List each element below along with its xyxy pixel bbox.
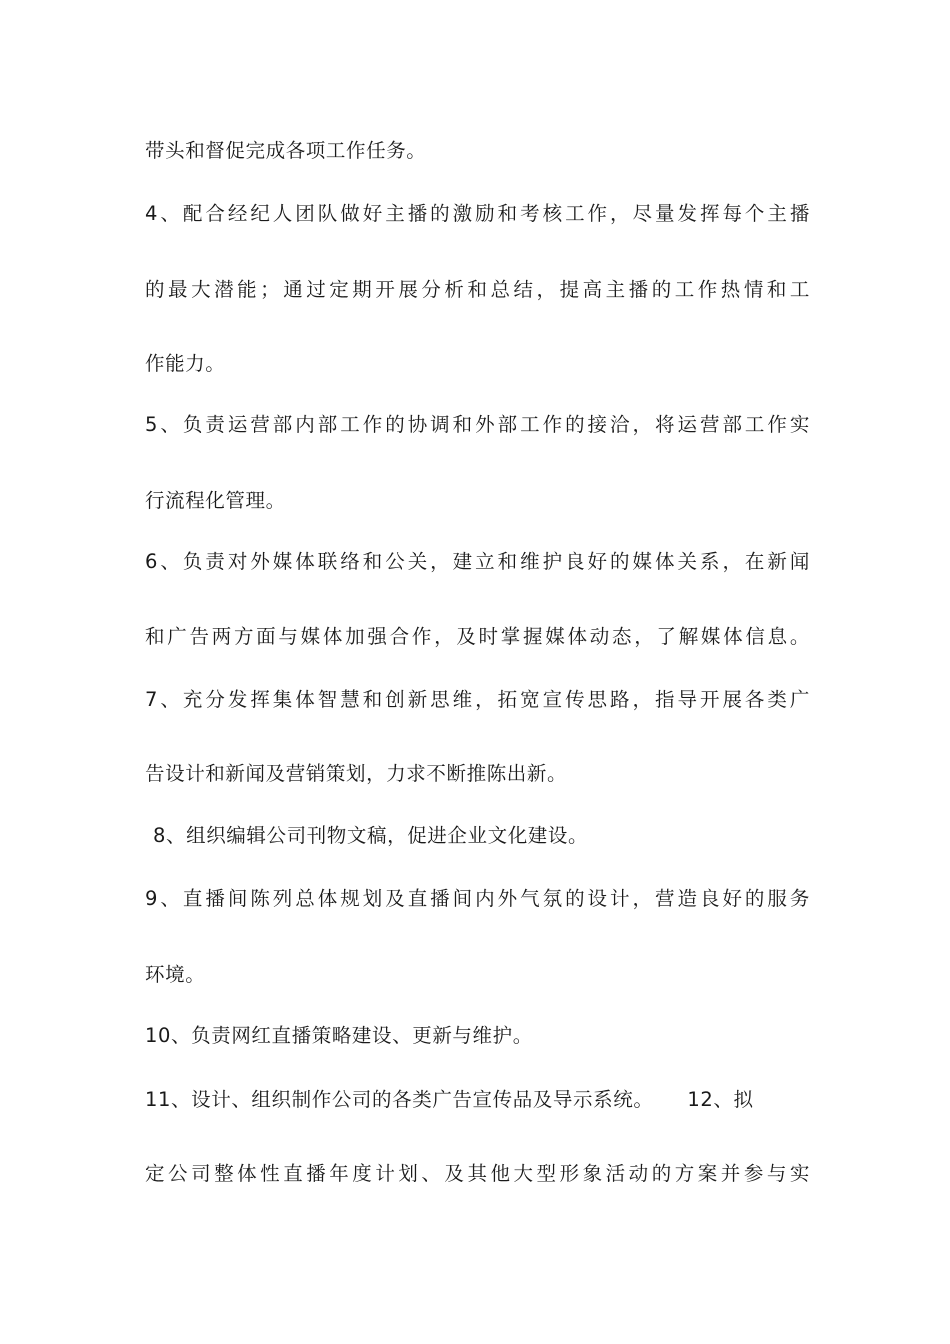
text-line: 定公司整体性直播年度计划、及其他大型形象活动的方案并参与实 bbox=[145, 1162, 810, 1185]
text-line: 5、负责运营部内部工作的协调和外部工作的接洽，将运营部工作实 bbox=[145, 413, 810, 436]
text-line: 和广告两方面与媒体加强合作，及时掌握媒体动态，了解媒体信息。 bbox=[145, 625, 810, 648]
text-line: 告设计和新闻及营销策划，力求不断推陈出新。 bbox=[145, 762, 568, 785]
text-line: 环境。 bbox=[145, 963, 206, 986]
text-line: 10、负责网红直播策略建设、更新与维护。 bbox=[145, 1024, 533, 1047]
text-line: 带头和督促完成各项工作任务。 bbox=[145, 139, 427, 162]
text-line: 的最大潜能；通过定期开展分析和总结，提高主播的工作热情和工 bbox=[145, 278, 810, 301]
text-line: 4、配合经纪人团队做好主播的激励和考核工作，尽量发挥每个主播 bbox=[145, 202, 810, 225]
text-line: 6、负责对外媒体联络和公关，建立和维护良好的媒体关系，在新闻 bbox=[145, 550, 810, 573]
text-line: 11、设计、组织制作公司的各类广告宣传品及导示系统。 12、拟 bbox=[145, 1088, 754, 1111]
text-line: 9、直播间陈列总体规划及直播间内外气氛的设计，营造良好的服务 bbox=[145, 887, 810, 910]
text-line: 7、充分发挥集体智慧和创新思维，拓宽宣传思路，指导开展各类广 bbox=[145, 688, 810, 711]
text-line: 行流程化管理。 bbox=[145, 489, 286, 512]
text-line: 8、组织编辑公司刊物文稿，促进企业文化建设。 bbox=[153, 824, 589, 847]
text-line: 作能力。 bbox=[145, 352, 226, 375]
